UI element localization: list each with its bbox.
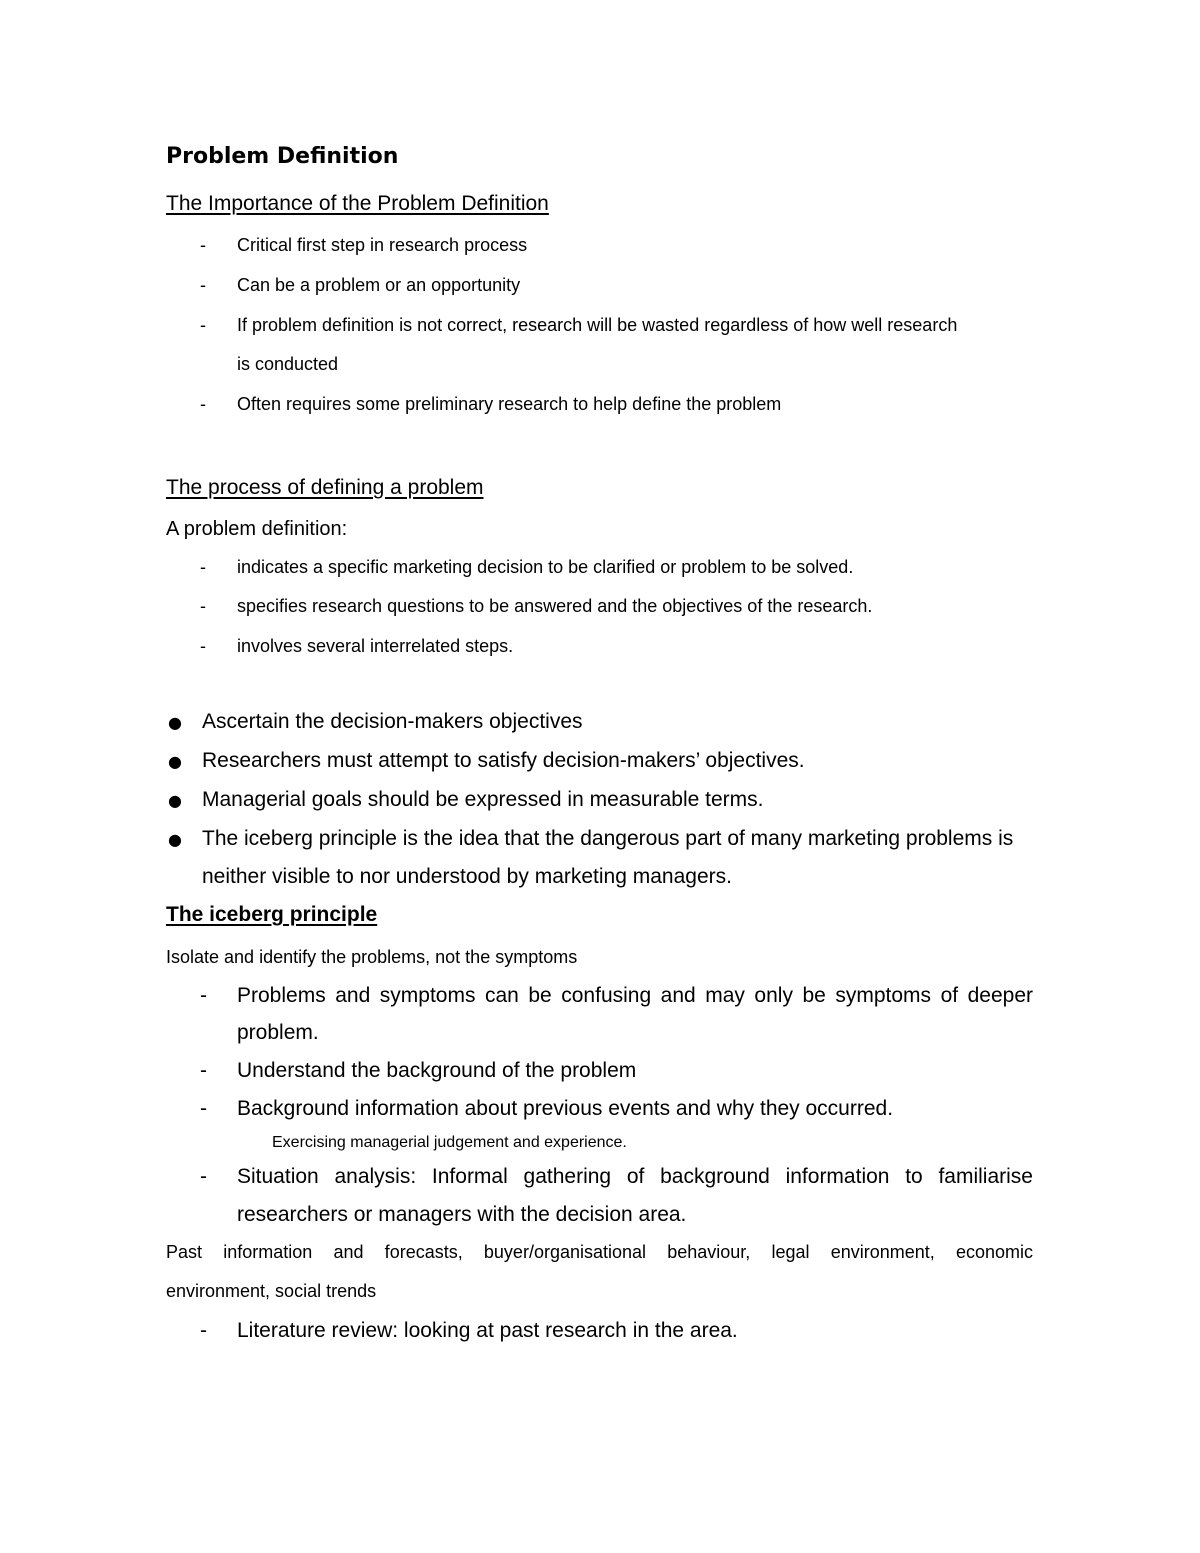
dash-marker: - <box>200 394 206 414</box>
paragraph: Past information and forecasts, buyer/organisational behaviour, legal environment, economic <box>166 1242 1033 1262</box>
list-item-continuation: problem. <box>237 1021 319 1044</box>
bullet-marker: ● <box>168 752 182 771</box>
list-item-note: Exercising managerial judgement and experience. <box>272 1134 627 1151</box>
list-item: Critical first step in research process <box>237 235 528 255</box>
bullet-marker: ● <box>168 713 182 732</box>
dash-marker: - <box>200 275 206 295</box>
dash-marker: - <box>200 1165 207 1188</box>
bullet-item: Managerial goals should be expressed in measurable terms. <box>202 788 764 811</box>
section-intro: A problem definition: <box>166 518 348 540</box>
list-item: Situation analysis: Informal gathering of background information to familiarise <box>237 1165 1033 1188</box>
list-item: If problem definition is not correct, research will be wasted regardless of how well research <box>237 315 958 335</box>
bullet-item: Ascertain the decision-makers objectives <box>202 710 583 733</box>
list-item: Literature review: looking at past research in the area. <box>237 1319 738 1342</box>
section-intro: Isolate and identify the problems, not the symptoms <box>166 947 578 967</box>
list-item: involves several interrelated steps. <box>237 636 514 656</box>
list-item: Background information about previous events and why they occurred. <box>237 1097 894 1120</box>
dash-marker: - <box>200 557 206 577</box>
list-item: Can be a problem or an opportunity <box>237 275 521 295</box>
dash-marker: - <box>200 235 206 255</box>
dash-marker: - <box>200 1319 207 1342</box>
section-heading-importance: The Importance of the Problem Definition <box>166 192 549 215</box>
list-item: Understand the background of the problem <box>237 1059 637 1082</box>
dash-marker: - <box>200 315 206 335</box>
page-title: Problem Definition <box>166 144 399 169</box>
list-item-continuation: researchers or managers with the decision area. <box>237 1203 687 1226</box>
list-item: specifies research questions to be answered and the objectives of the research. <box>237 596 873 616</box>
list-item: Problems and symptoms can be confusing and may only be symptoms of deeper <box>237 984 1033 1007</box>
dash-marker: - <box>200 596 206 616</box>
paragraph-continuation: environment, social trends <box>166 1281 377 1301</box>
dash-marker: - <box>200 1097 207 1120</box>
dash-marker: - <box>200 636 206 656</box>
bullet-marker: ● <box>168 791 182 810</box>
bullet-item: Researchers must attempt to satisfy decision-makers’ objectives. <box>202 749 805 772</box>
dash-marker: - <box>200 984 207 1007</box>
section-heading-iceberg: The iceberg principle <box>166 903 378 926</box>
bullet-item-continuation: neither visible to nor understood by marketing managers. <box>202 865 732 888</box>
list-item-continuation: is conducted <box>237 354 339 374</box>
dash-marker: - <box>200 1059 207 1082</box>
bullet-marker: ● <box>168 830 182 849</box>
bullet-item: The iceberg principle is the idea that the dangerous part of many marketing problems is <box>202 827 1014 850</box>
list-item: indicates a specific marketing decision to be clarified or problem to be solved. <box>237 557 854 577</box>
section-heading-process: The process of defining a problem <box>166 476 484 499</box>
list-item: Often requires some preliminary research to help define the problem <box>237 394 782 414</box>
